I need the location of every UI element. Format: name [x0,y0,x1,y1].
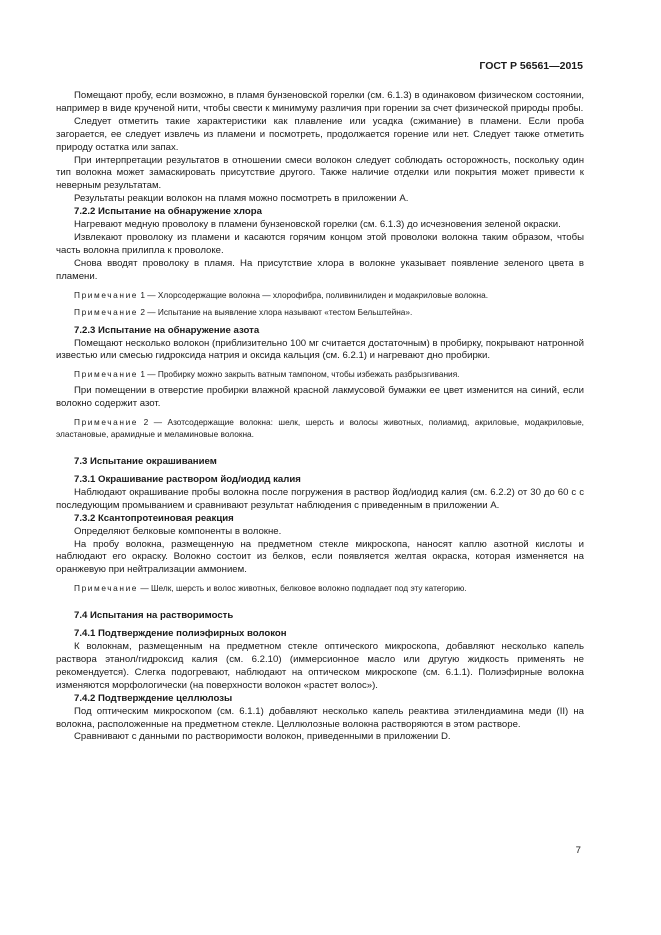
note-label: Примечание [74,417,139,428]
note [56,416,584,440]
note-text: 1 — Пробирку можно закрыть ватным тампоном, чтобы избежать разбрызгивания. [138,369,460,380]
paragraph: Результаты реакции волокон на пламя можно посмотреть в приложении А. [74,193,409,205]
standard-number: ГОСТ Р 56561—2015 [479,60,583,72]
page-content [56,90,584,744]
note-label: Примечание [74,583,139,594]
section-heading-7-4: 7.4 Испытания на растворимость [74,610,234,622]
paragraph: Под оптическим микроскопом (см. 6.1.1) добавляют несколько капель реактива этилендиамина меди (II) на волокна, расположенные на предметном стекле. Целлюлозные волокна растворяются в этом растворе. [56,705,584,730]
paragraph: Сравнивают с данными по растворимости волокон, приведенными в приложении D. [74,731,451,743]
note-text: 2 — Азотсодержащие волокна: шелк, шерсть и волосы животных, полиамид, акриловые, модакриловые, эластановые, арамидные и меламиновые волокна. [56,417,584,440]
note [56,368,584,380]
section-heading-7-3-2: 7.3.2 Ксантопротеиновая реакция [74,512,234,524]
section-heading-7-2-2: 7.2.2 Испытание на обнаружение хлора [74,206,262,218]
note-label: Примечание [74,369,139,380]
note-text: 1 — Хлорсодержащие волокна — хлорофибра, поливинилиден и модакриловые волокна. [138,289,489,300]
note [56,289,584,301]
paragraph: При интерпретации результатов в отношении смеси волокон следует соблюдать осторожность, поскольку один тип волокна может замаскировать присутствие другого. Также наличие отделки или покрытия может привести к неверным результатам. [56,154,584,192]
paragraph: Следует отметить такие характеристики как плавление или усадка (сжимание) в пламени. Если проба загорается, ее следует извлечь из пламени и посмотреть, продолжается горение или нет. Следует также отметить природу остатка или запах. [56,115,584,153]
section-heading-7-2-3: 7.2.3 Испытание на обнаружение азота [74,324,260,336]
paragraph: Помещают несколько волокон (приблизительно 100 мг считается достаточным) в пробирку, покрывают натронной известью или смесью гидроксида натрия и оксида кальция (см. 6.2.1) и нагревают дно пробирки. [56,337,584,362]
page-number: 7 [575,845,581,856]
paragraph: При помещении в отверстие пробирки влажной красной лакмусовой бумажки ее цвет изменится на синий, если волокно содержит азот. [56,385,584,410]
note-text: — Шелк, шерсть и волос животных, белковое волокно подпадает под эту категорию. [138,583,467,594]
paragraph: На пробу волокна, размещенную на предметном стекле микроскопа, наносят каплю азотной кислоты и наблюдают его окраску. Волокно состоит из белков, если появляется желтая окраска, которая изменяется на оранжевую при нейтрализации аммонием. [56,538,584,576]
section-heading-7-3-1: 7.3.1 Окрашивание раствором йод/иодид калия [74,474,301,486]
note-text: 2 — Испытание на выявление хлора называют «тестом Бельштейна». [138,306,413,317]
note [56,306,584,318]
note-label: Примечание [74,289,139,300]
paragraph: К волокнам, размещенным на предметном стекле оптического микроскопа, добавляют несколько капель раствора этанол/гидроксид калия (см. 6.2.10) (иммерсионное масло или другую жидкость применять не рекомендуется). Слегка подогревают, наблюдают на оптическом микроскопе (см. 6.1.1). Полиэфирные волокна изменяются морфологически (на поверхности волокон «растет волос»). [56,641,584,691]
paragraph: Наблюдают окрашивание пробы волокна после погружения в раствор йод/иодид калия (см. 6.2.2) от 30 до 60 с с последующим промыванием и сравнивают результат наблюдения с приведенным в приложении А. [56,486,584,511]
paragraph: Помещают пробу, если возможно, в пламя бунзеновской горелки (см. 6.1.3) в одинаковом физическом состоянии, например в виде крученой нити, чтобы свести к минимуму различия при горении за счет физической природы пробы. [56,90,584,114]
note-label: Примечание [74,306,139,317]
paragraph: Извлекают проволоку из пламени и касаются горячим концом этой проволоки волокна таким образом, чтобы часть волокна прилипла к проволоке. [56,231,584,256]
paragraph: Нагревают медную проволоку в пламени бунзеновской горелки (см. 6.1.3) до исчезновения зеленой окраски. [74,219,561,231]
section-heading-7-4-1: 7.4.1 Подтверждение полиэфирных волокон [74,628,287,640]
section-heading-7-3: 7.3 Испытание окрашиванием [74,456,217,468]
paragraph: Определяют белковые компоненты в волокне. [74,525,282,537]
note [56,582,584,594]
paragraph: Снова вводят проволоку в пламя. На присутствие хлора в волокне указывает появление зеленого цвета в пламени. [56,257,584,282]
section-heading-7-4-2: 7.4.2 Подтверждение целлюлозы [74,692,233,704]
